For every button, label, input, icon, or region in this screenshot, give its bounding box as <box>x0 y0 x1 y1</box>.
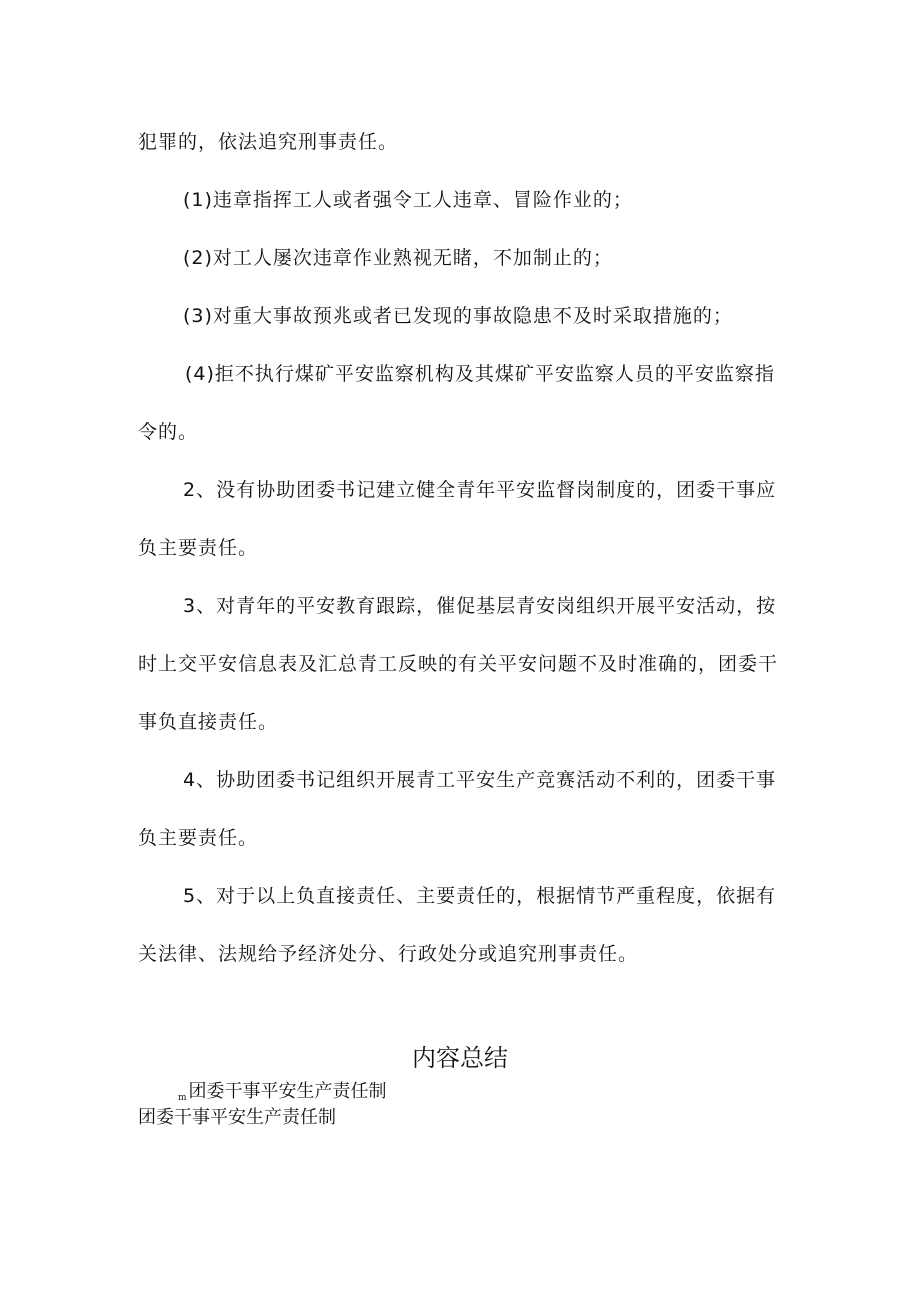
list-item-3: (3)对重大事故预兆或者已发现的事故隐患不及时采取措施的； <box>183 305 733 327</box>
paragraph-line: 事负直接责任。 <box>138 711 279 733</box>
list-item-2: (2)对工人屡次违章作业熟视无睹，不加制止的； <box>183 247 613 269</box>
paragraph-line: 负主要责任。 <box>138 537 259 559</box>
paragraph-line: 负主要责任。 <box>138 827 259 849</box>
summary-body: 团委干事平安生产责任制 <box>138 1107 336 1128</box>
summary-marker: m <box>178 1093 187 1103</box>
clause-4: 4、协助团委书记组织开展青工平安生产竞赛活动不利的，团委干事 <box>183 769 777 791</box>
paragraph-line: 令的。 <box>138 421 199 443</box>
clause-2: 2、没有协助团委书记建立健全青年平安监督岗制度的，团委干事应 <box>183 479 777 501</box>
paragraph-line: 关法律、法规给予经济处分、行政处分或追究刑事责任。 <box>138 943 639 965</box>
clause-5: 5、对于以上负直接责任、主要责任的，根据情节严重程度，依据有 <box>183 885 777 907</box>
list-item-1: (1)违章指挥工人或者强令工人违章、冒险作业的； <box>183 189 633 211</box>
summary-title: 内容总结 <box>412 1044 508 1072</box>
paragraph-line: 时上交平安信息表及汇总青工反映的有关平安问题不及时准确的，团委干 <box>138 653 779 675</box>
paragraph-line: 犯罪的，依法追究刑事责任。 <box>138 131 399 153</box>
list-item-4: (4)拒不执行煤矿平安监察机构及其煤矿平安监察人员的平安监察指 <box>185 363 775 385</box>
summary-subtitle-text: 团委干事平安生产责任制 <box>188 1081 387 1102</box>
clause-3: 3、对青年的平安教育跟踪，催促基层青安岗组织开展平安活动，按 <box>183 595 777 617</box>
